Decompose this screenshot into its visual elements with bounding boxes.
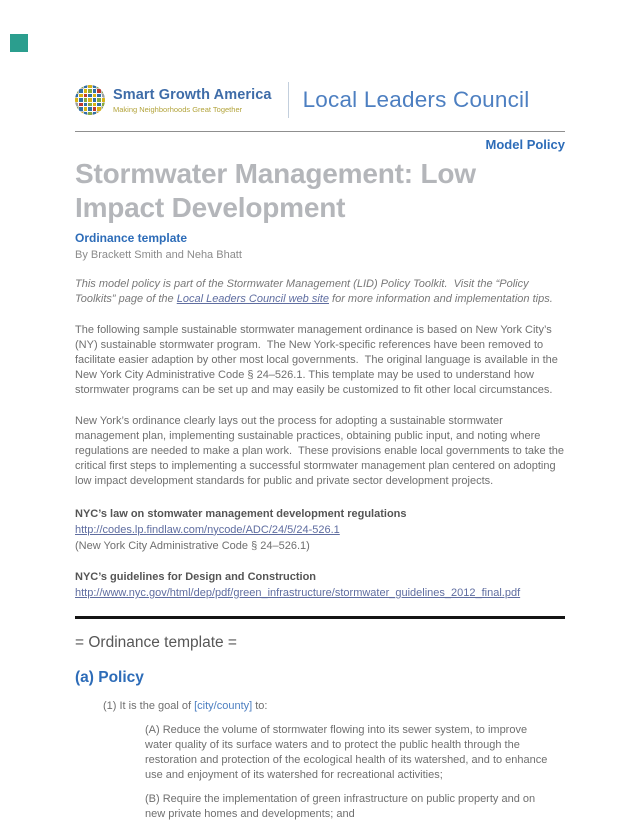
intro-text-pre: This model policy is part of the Stormwater Management (LID) Policy Toolkit. Visit the “Policy Toolkits” page of the (75, 278, 532, 306)
nyc-gov-url-link[interactable]: http://www.nyc.gov/html/dep/pdf/green_infrastructure/stormwater_guidelines_2012_final.pdf (75, 586, 521, 599)
item1-text-post: to: (252, 700, 268, 713)
header-divider (288, 82, 289, 118)
ordinance-subitem-b: (B) Require the implementation of green infrastructure on public property and on new private homes and developments; and (145, 792, 539, 820)
resource-note-law: (New York City Administrative Code § 24–526.1) (75, 539, 310, 552)
brand-text (113, 87, 272, 114)
corner-marker-square (10, 34, 28, 52)
page-title: Stormwater Management: Low Impact Development (75, 158, 476, 223)
local-leaders-council-link[interactable]: Local Leaders Council web site (176, 293, 329, 306)
city-county-placeholder: [city/county] (194, 700, 253, 713)
brand-tagline: Making Neighborhoods Great Together (113, 104, 243, 114)
findlaw-url-link[interactable]: http://codes.lp.findlaw.com/nycode/ADC/24/5/24-526.1 (75, 523, 340, 536)
body-paragraph: The following sample sustainable stormwater management ordinance is based on New York City’s (NY) sustainable stormwater program. The New York-specific references have been removed to facilitate easier adaption by other most local governments. The original language is available in the New York City Administrative Code § 24–526.1. This template may be used to understand how stormwater programs can be set up and may easily be customized to fit other local circumstances. (75, 324, 561, 396)
program-name: Local Leaders Council (302, 87, 530, 112)
resource-heading-law: NYC’s law on stomwater management development regulations (75, 507, 407, 520)
intro-paragraph (75, 277, 565, 307)
body-paragraph: New York’s ordinance clearly lays out the process for adopting a sustainable stormwater management plan, implementing sustainable practices, obtaining public input, and noting where regulations are needed to make a plan work. These provisions enable local governments to take the critical first steps to implementing a successful stormwater management plan centered on adopting low impact development standards for public and private sector development projects. (75, 414, 568, 487)
resource-heading-guidelines: NYC’s guidelines for Design and Construction (75, 570, 317, 583)
intro-text-post: for more information and implementation tips. (328, 293, 553, 306)
policy-section-heading: (a) Policy (75, 669, 144, 687)
page-content (75, 0, 568, 822)
section-divider-rule (75, 616, 565, 619)
byline: By Brackett Smith and Neha Bhatt (75, 249, 242, 262)
doc-subtitle: Ordinance template (75, 231, 188, 246)
ordinance-subitem-a: (A) Reduce the volume of stormwater flowing into its sewer system, to improve water quality of its surface waters and to protect the public health through the restoration and protection of the ecological health of its watershed, and to enhance use and enjoyment of its watershed for recreational activities; (145, 724, 551, 782)
brand-name: Smart Growth America (113, 86, 272, 103)
item1-text-pre: (1) It is the goal of (103, 700, 195, 713)
model-policy-badge: Model Policy (485, 137, 565, 152)
smart-growth-america-logo-icon (75, 85, 105, 115)
ordinance-template-marker: = Ordinance template = (75, 634, 237, 652)
masthead (75, 82, 565, 118)
ordinance-item-1 (103, 699, 565, 714)
header-rule (75, 131, 565, 132)
